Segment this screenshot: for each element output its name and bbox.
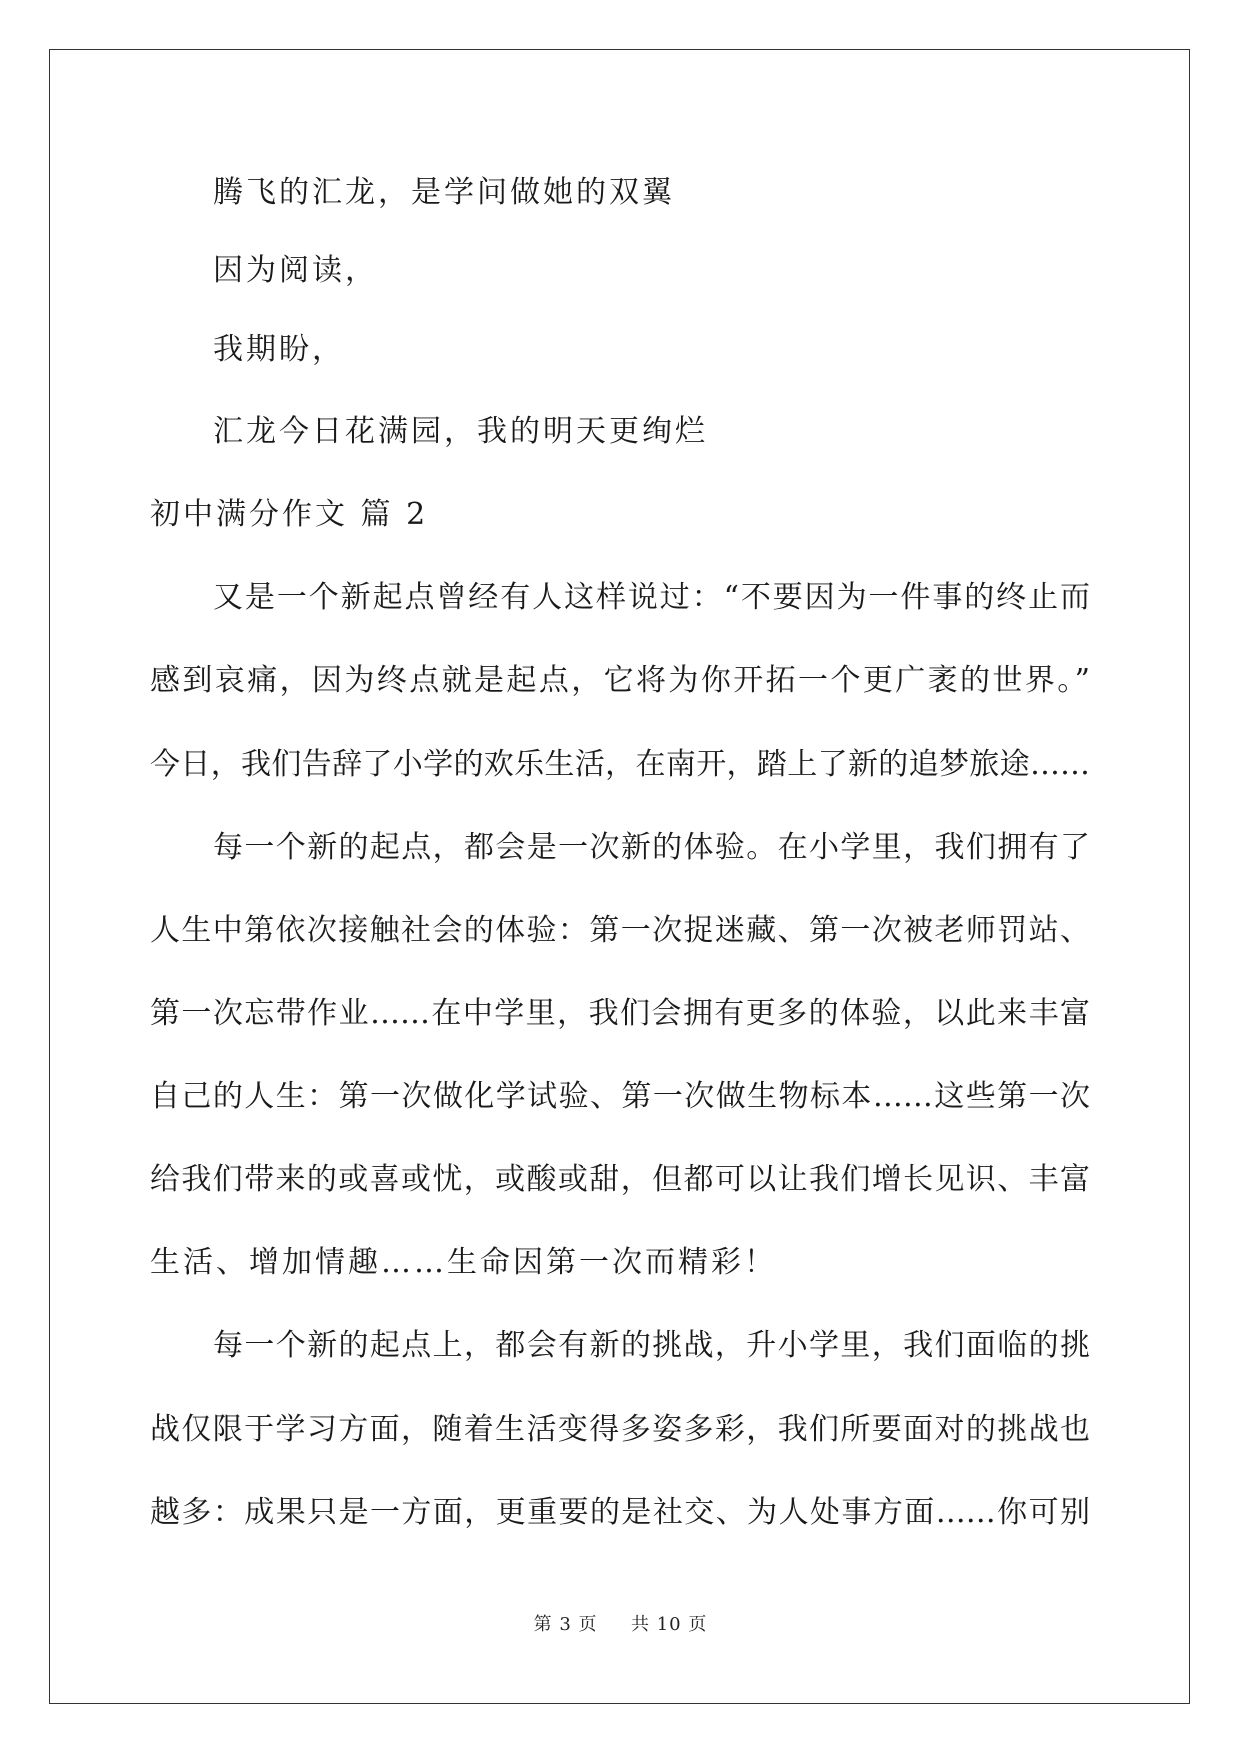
paragraph-line: 越多：成果只是一方面，更重要的是社交、为人处事方面……你可别 [150,1495,1090,1530]
poem-line: 我期盼， [213,332,345,367]
poem-line: 因为阅读， [213,253,378,288]
page-number-current: 第 3 页 [533,1614,598,1635]
paragraph-line: 第一次忘带作业……在中学里，我们会拥有更多的体验，以此来丰富 [150,996,1090,1031]
poem-line: 腾飞的汇龙，是学问做她的双翼 [213,175,675,210]
poem-line: 汇龙今日花满园，我的明天更绚烂 [213,414,708,449]
paragraph-line: 人生中第依次接触社会的体验：第一次捉迷藏、第一次被老师罚站、 [150,913,1090,948]
paragraph-line: 今日，我们告辞了小学的欢乐生活，在南开，踏上了新的追梦旅途…… [150,747,1090,782]
paragraph-line: 每一个新的起点上，都会有新的挑战，升小学里，我们面临的挑 [213,1328,1090,1363]
section-heading: 初中满分作文 篇 2 [150,497,429,532]
paragraph-line: 感到哀痛，因为终点就是起点，它将为你开拓一个更广袤的世界。” [150,663,1090,698]
page-footer [0,1614,1241,1636]
paragraph-line: 每一个新的起点，都会是一次新的体验。在小学里，我们拥有了 [213,830,1090,865]
page-number-total: 共 10 页 [631,1614,708,1635]
paragraph-line: 生活、增加情趣……生命因第一次而精彩！ [150,1245,777,1280]
paragraph-line: 又是一个新起点曾经有人这样说过：“不要因为一件事的终止而 [213,580,1090,615]
paragraph-line: 给我们带来的或喜或忧，或酸或甜，但都可以让我们增长见识、丰富 [150,1162,1090,1197]
page-border [49,49,1190,1704]
paragraph-line: 战仅限于学习方面，随着生活变得多姿多彩，我们所要面对的挑战也 [150,1412,1090,1447]
paragraph-line: 自己的人生：第一次做化学试验、第一次做生物标本……这些第一次 [150,1079,1090,1114]
